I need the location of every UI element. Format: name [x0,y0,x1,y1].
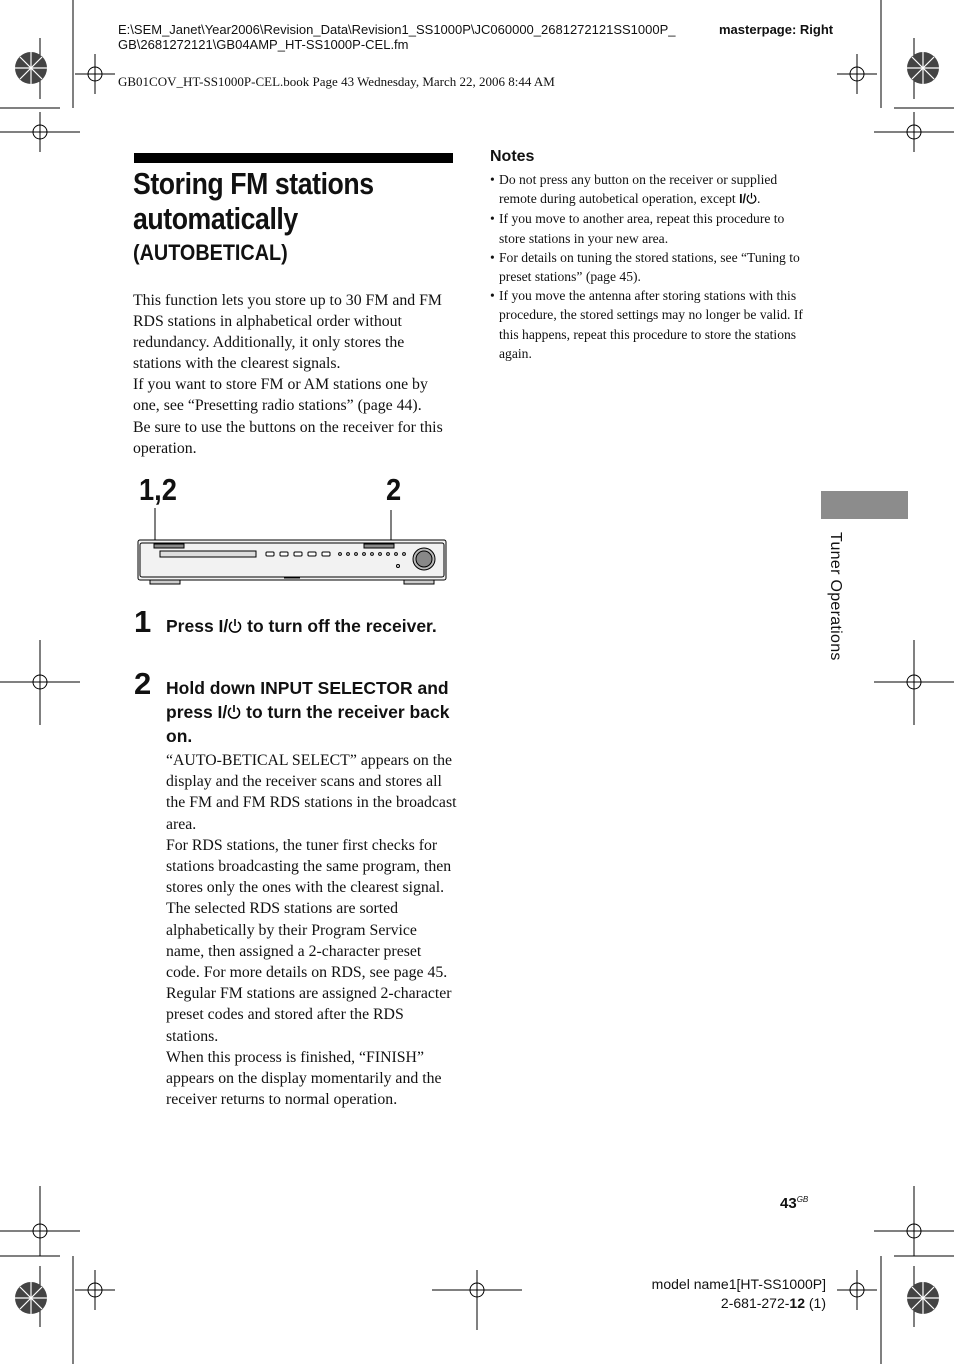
receiver-illustration-icon [134,508,450,590]
footer-code-a: 2-681-272- [720,1295,790,1311]
footer-code-b: 12 [789,1295,805,1311]
power-icon [746,191,757,205]
page-title [133,166,451,236]
footer-part-code [721,1295,826,1311]
note-4-text: If you move the antenna after storing stations with this procedure, the stored settings may no longer be valid. If this happens, repeat this procedure to store the stations again. [499,288,803,361]
note-3-text: For details on tuning the stored stations, see “Tuning to preset stations” (page 45). [499,249,800,285]
step-2-body [166,750,458,1110]
intro-paragraph-1: This function lets you store up to 30 FM and FM RDS stations in alphabetical order without redundancy. Additionally, it only stores the stations with the clearest signals. [133,292,442,373]
page-title-line2: automatically [133,201,298,236]
step-2-paragraph-4: When this process is finished, “FINISH” appears on the display momentarily and the receiver returns to normal operation. [166,1048,442,1109]
header-file-path [118,22,718,52]
section-tab-marker [821,491,908,519]
notes-list [490,170,812,363]
step-2-text-a: Hold down INPUT SELECTOR and press I/ [166,678,449,722]
footer-code-c: (1) [805,1295,826,1311]
bullet: • [490,249,495,265]
note-1-text: Do not press any button on the receiver or supplied remote during autobetical operation, except [499,172,778,207]
header-path-line2: GB\2681272121\GB04AMP_HT-SS1000P-CEL.fm [118,37,409,52]
page-number-suffix: GB [796,1195,809,1204]
step-2-text-b: to turn the receiver back on. [166,702,450,746]
step-2-paragraph-1: “AUTO-BETICAL SELECT” appears on the display and the receiver scans and stores all the FM and FM RDS stations in the broadcast area. [166,752,457,833]
note-item-4 [490,286,812,363]
section-tab-label: Tuner Operations [827,532,844,661]
step-1-heading [166,614,461,638]
step-2-heading [166,676,461,748]
page-subtitle: (AUTOBETICAL) [133,240,288,265]
page-number-value: 43 [780,1195,797,1212]
power-icon [227,703,241,720]
step-2-number: 2 [134,666,152,701]
step-2-paragraph-3: Regular FM stations are assigned 2-character preset codes and stored after the RDS stations. [166,985,452,1045]
note-1-symbol: I/ [739,192,747,207]
bullet: • [490,288,495,304]
note-2-text: If you move to another area, repeat this procedure to store stations in your new area. [499,211,785,246]
bullet: • [490,211,495,227]
page-title-line1: Storing FM stations [133,166,374,201]
power-icon [228,617,242,634]
book-info-line: GB01COV_HT-SS1000P-CEL.book Page 43 Wednesday, March 22, 2006 8:44 AM [118,74,555,89]
page-number [780,1195,808,1212]
intro-text [133,290,455,459]
step-1-text-a: Press I/ [166,616,229,636]
figure-callout-left: 1,2 [139,472,177,507]
title-rule [134,153,453,163]
footer-model-name: model name1[HT-SS1000P] [651,1276,826,1292]
intro-paragraph-3: Be sure to use the buttons on the receiver for this operation. [133,418,443,457]
note-item-3 [490,248,812,286]
bullet: • [490,172,495,187]
step-1-number: 1 [134,604,152,639]
figure-callout-right: 2 [386,472,402,507]
note-item-2 [490,209,812,247]
masterpage-label: masterpage: Right [719,22,834,37]
note-1-end: . [757,191,761,207]
notes-heading: Notes [490,148,535,165]
intro-paragraph-2: If you want to store FM or AM stations one by one, see “Presetting radio stations” (page 44). [133,376,428,415]
note-item-1 [490,170,812,209]
step-2-paragraph-2: For RDS stations, the tuner first checks for stations broadcasting the same program, then stores only the ones with the clearest signal. The selected RDS stations are sorted alphabetically by their Program Service name, then assigned a 2-character preset code. For more details on RDS, see page 45. [166,836,452,982]
step-1-text-b: to turn off the receiver. [242,616,437,636]
header-path-line1: E:\SEM_Janet\Year2006\Revision_Data\Revision1_SS1000P\JC060000_2681272121SS1000P_ [118,22,676,37]
